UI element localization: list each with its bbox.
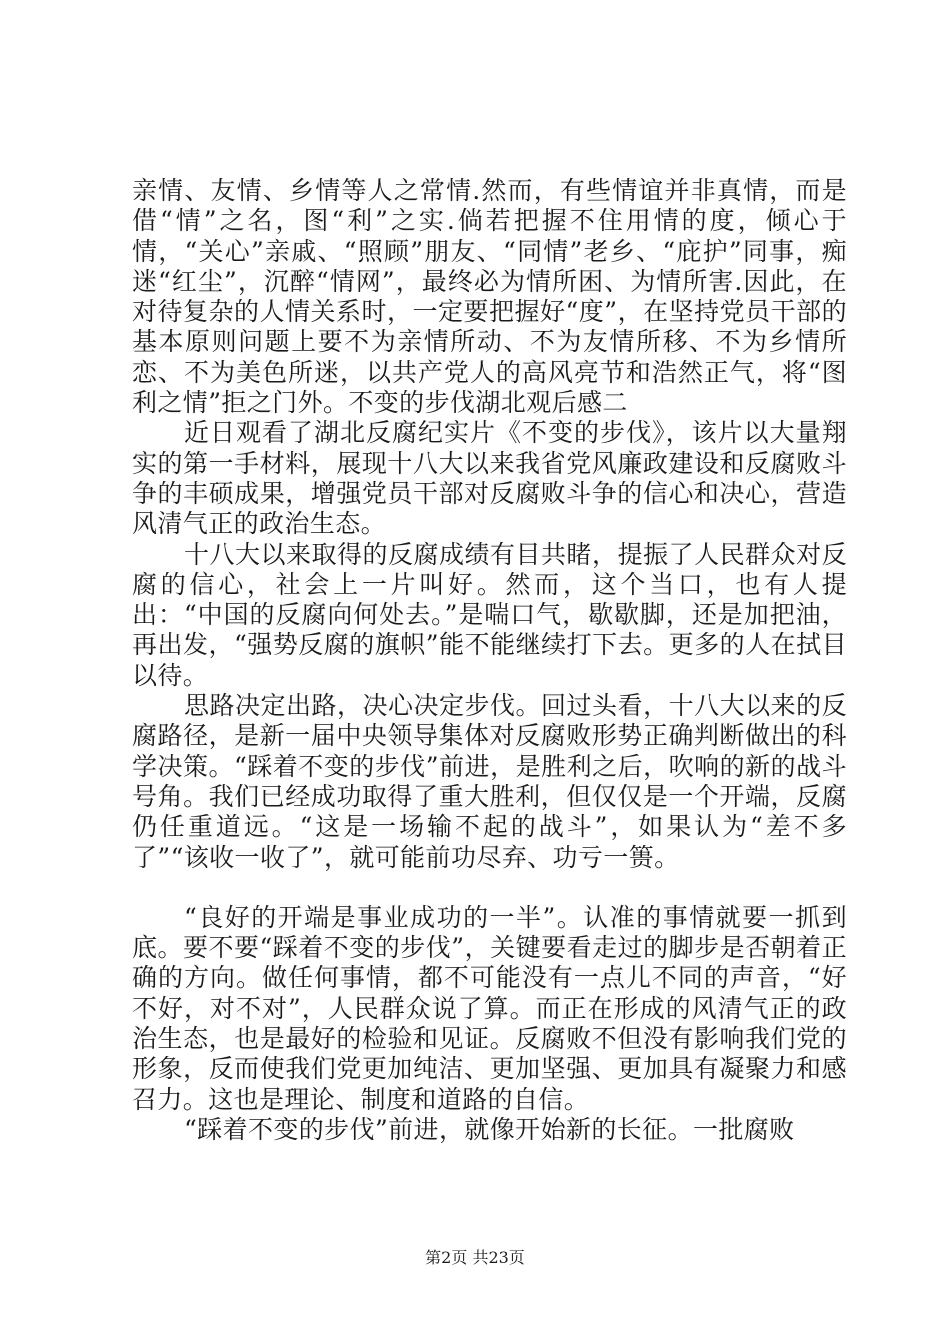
paragraph-1: 亲情、友情、乡情等人之常情.然而，有些情谊并非真情，而是借“情”之名，图“利”之实.倘若把握不住用情的度，倾心于情，“关心”亲戚、“照顾”朋友、“同情”老乡、“庇护”同事，痴迷“红尘”，沉醉“情网”，最终必为情所困、为情所害.因此，在对待复杂的人情关系时，一定要把握好“度”，在坚持党员干部的基本原则问题上要不为亲情所动、不为友情所移、不为乡情所恋、不为美色所迷，以共产党人的高风亮节和浩然正气，将“图利之情”拒之门外。不变的步伐湖北观后感二 [132, 176, 847, 418]
paragraph-spacer [132, 873, 847, 903]
paragraph-4: 思路决定出路，决心决定步伐。回过头看，十八大以来的反腐路径，是新一届中央领导集体对反腐败形势正确判断做出的科学决策。“踩着不变的步伐”前进，是胜利之后，吹响的新的战斗号角。我们已经成功取得了重大胜利，但仅仅是一个开端，反腐仍任重道远。“这是一场输不起的战斗”，如果认为“差不多了”“该收一收了”，就可能前功尽弃、功亏一篑。 [132, 691, 847, 872]
paragraph-3: 十八大以来取得的反腐成绩有目共睹，提振了人民群众对反腐的信心，社会上一片叫好。然而，这个当口，也有人提出：“中国的反腐向何处去。”是喘口气，歇歇脚，还是加把油，再出发，“强势反腐的旗帜”能不能继续打下去。更多的人在拭目以待。 [132, 539, 847, 690]
paragraph-2: 近日观看了湖北反腐纪实片《不变的步伐》，该片以大量翔实的第一手材料，展现十八大以来我省党风廉政建设和反腐败斗争的丰硕成果，增强党员干部对反腐败斗争的信心和决心，营造风清气正的政治生态。 [132, 418, 847, 539]
document-body [132, 176, 847, 1145]
paragraph-6: “踩着不变的步伐”前进，就像开始新的长征。一批腐败 [184, 1114, 795, 1144]
paragraph-5: “良好的开端是事业成功的一半”。认准的事情就要一抓到底。要不要“踩着不变的步伐”，关键要看走过的脚步是否朝着正确的方向。做任何事情，都不可能没有一点儿不同的声音，“好不好，对不对”，人民群众说了算。而正在形成的风清气正的政治生态，也是最好的检验和见证。反腐败不但没有影响我们党的形象，反而使我们党更加纯洁、更加坚强、更加具有凝聚力和感召力。这也是理论、制度和道路的自信。 [132, 902, 847, 1114]
page-number-footer: 第2页 共23页 [425, 1248, 525, 1267]
